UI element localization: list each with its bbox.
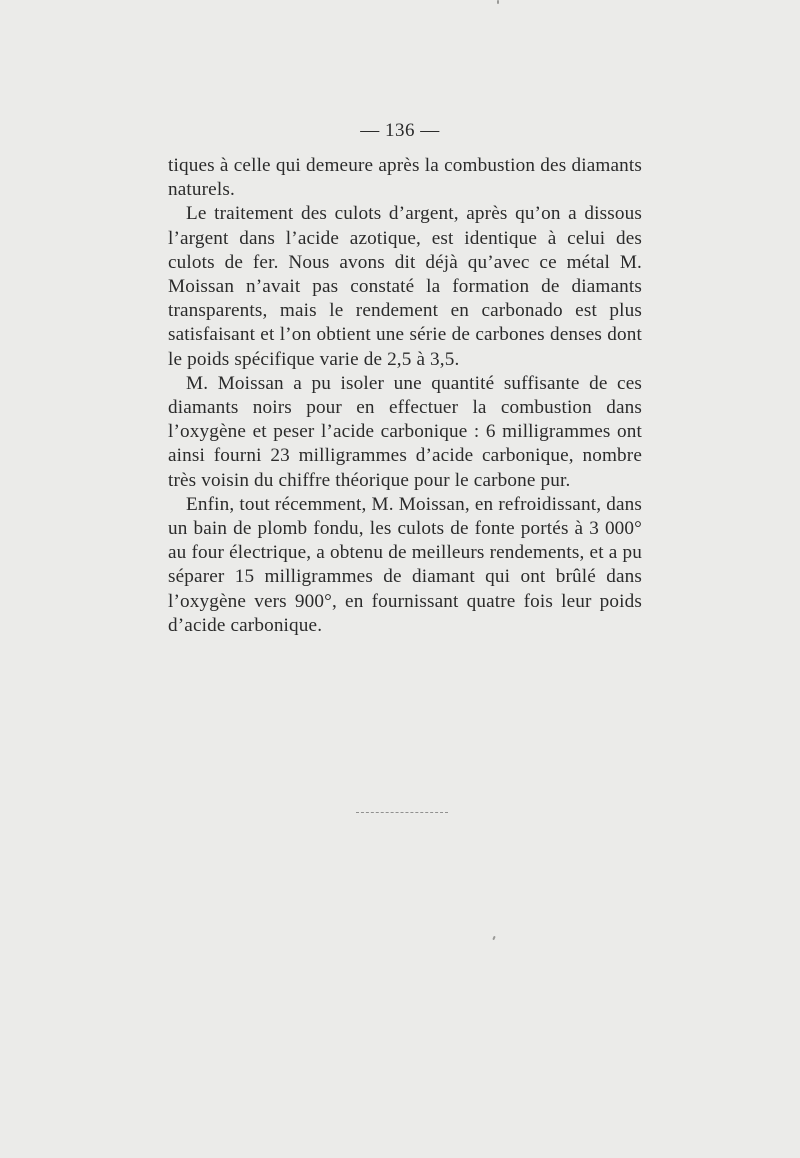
- paragraph-2: Le traitement des culots d’argent, après qu’on a dissous l’argent dans l’acide azotique, est identique à celui des culots de fer. Nous avons dit déjà qu’avec ce métal M. Moissan n’avait pas constaté la formation de diamants transparents, mais le rendement en carbonado est plus satisfaisant et l’on obtient une série de carbones denses dont le poids spécifique varie de 2,5 à 3,5.: [168, 203, 642, 370]
- paper-speck-top: [497, 0, 499, 4]
- end-ornament: [356, 812, 448, 816]
- page-number: — 136 —: [360, 120, 440, 141]
- paragraph-3: M. Moissan a pu isoler une quantité suffisante de ces diamants noirs pour en effectuer la combustion dans l’oxygène et peser l’acide carbonique : 6 milligrammes ont ainsi fourni 23 milligrammes d’acide carbonique, nombre très voisin du chiffre théorique pour le carbone pur.: [168, 372, 642, 491]
- paragraph-1: tiques à celle qui demeure après la combustion des diamants naturels.: [168, 155, 642, 201]
- paper-speck-bottom: [492, 936, 496, 940]
- paragraph-4: Enfin, tout récemment, M. Moissan, en refroidissant, dans un bain de plomb fondu, les culots de fonte portés à 3 000° au four électrique, a obtenu de meilleurs rendements, et a pu séparer 15 milligrammes de diamant qui ont brûlé dans l’oxygène vers 900°, en fournissant quatre fois leur poids d’acide carbonique.: [168, 493, 642, 636]
- body-text: [168, 154, 642, 638]
